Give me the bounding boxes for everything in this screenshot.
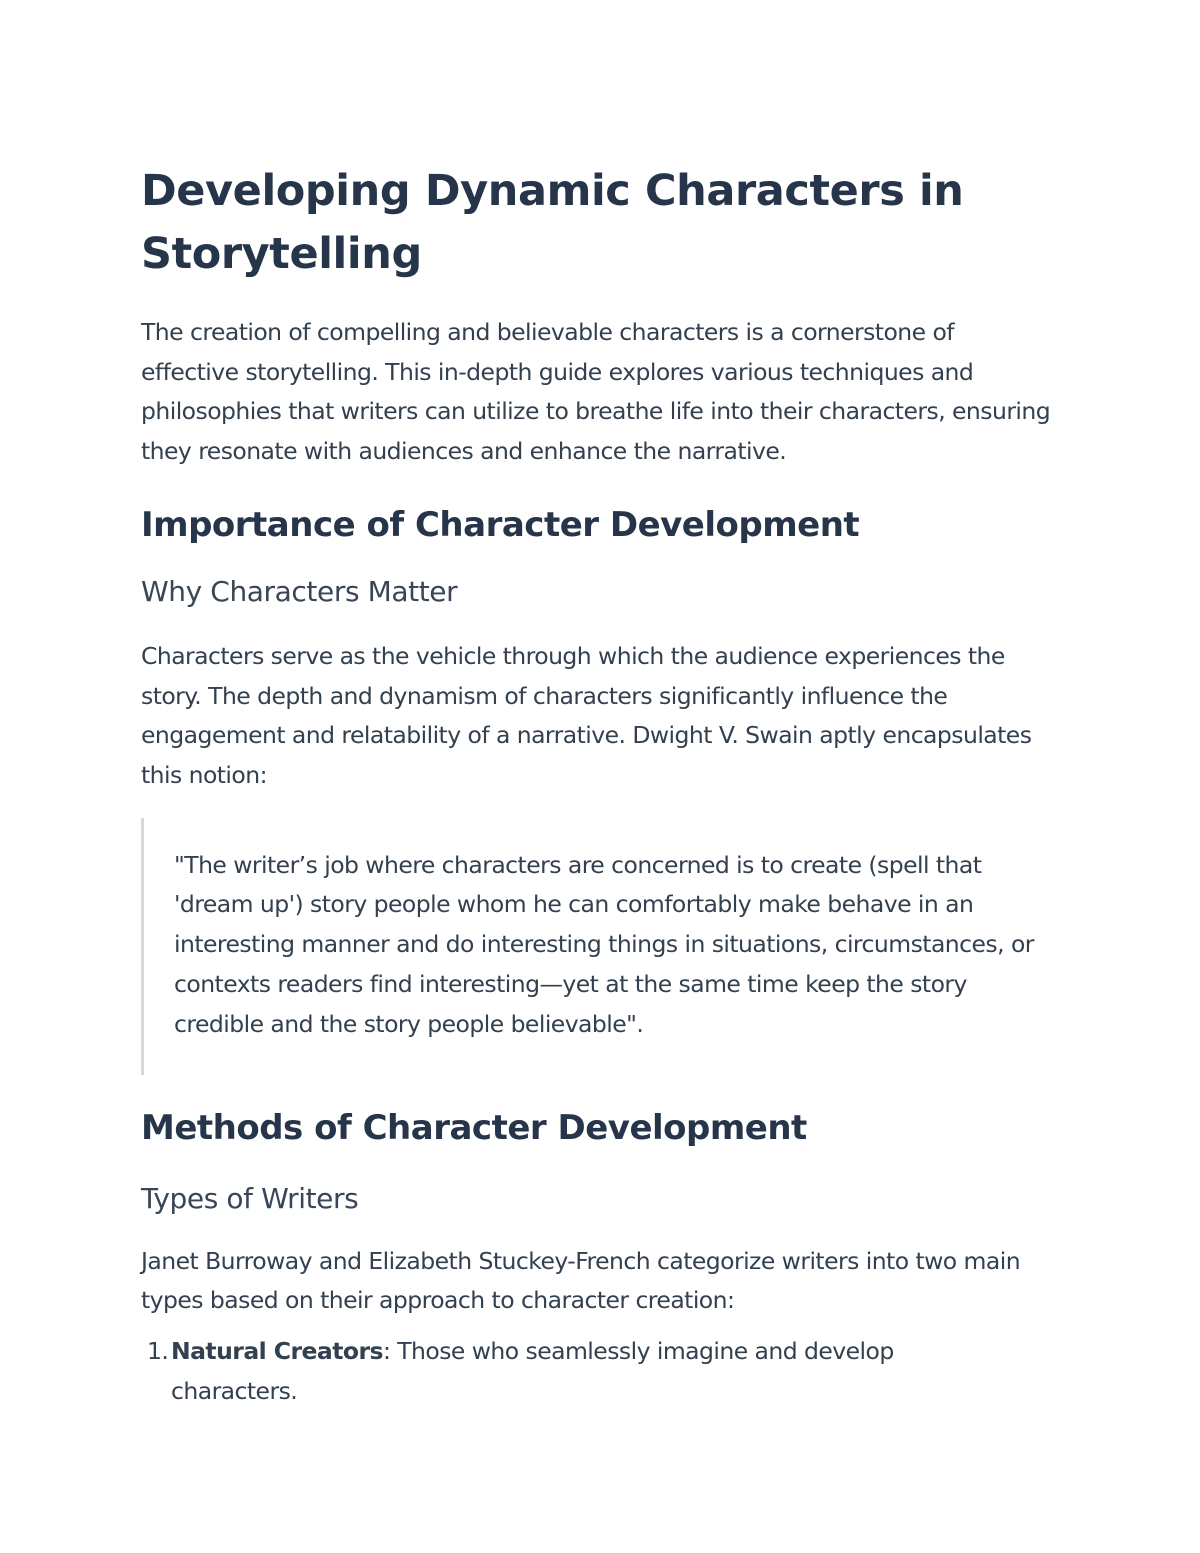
- list-item-text: : Those who seamlessly imagine and develop characters.: [171, 1337, 894, 1405]
- list-item-term: Natural Creators: [171, 1337, 383, 1366]
- section-heading-importance: Importance of Character Development: [141, 504, 860, 545]
- list-item-number: 1.: [147, 1337, 169, 1366]
- page-title: Developing Dynamic Characters in Storytelling: [141, 166, 964, 279]
- quote-block: [141, 818, 1034, 1075]
- document-page: [141, 160, 1056, 1411]
- subheading-types-of-writers: Types of Writers: [141, 1181, 359, 1215]
- paragraph-why-characters-matter: Characters serve as the vehicle through which the audience experiences the story. The depth and dynamism of characters significantly influence the engagement and relatability of a narrative. Dwight V. Swain aptly encapsulates this notion:: [141, 641, 1032, 789]
- subheading-why-characters-matter: Why Characters Matter: [141, 574, 458, 608]
- writer-types-list: [141, 1332, 1056, 1411]
- intro-paragraph: The creation of compelling and believable characters is a cornerstone of effective storytelling. This in-depth guide explores various techniques and philosophies that writers can utilize to breathe life into their characters, ensuring they resonate with audiences and enhance the narrative.: [141, 318, 1051, 466]
- list-item: [147, 1332, 971, 1411]
- paragraph-types-of-writers: Janet Burroway and Elizabeth Stuckey-French categorize writers into two main types based on their approach to character creation:: [141, 1246, 1021, 1315]
- section-heading-methods: Methods of Character Development: [141, 1107, 807, 1148]
- quote-text: "The writer’s job where characters are concerned is to create (spell that 'dream up') story people whom he can comfortably make behave in an interesting manner and do interesting things in situations, circumstances, or contexts readers find interesting—yet at the same time keep the story credible and the story people believable".: [174, 850, 1034, 1038]
